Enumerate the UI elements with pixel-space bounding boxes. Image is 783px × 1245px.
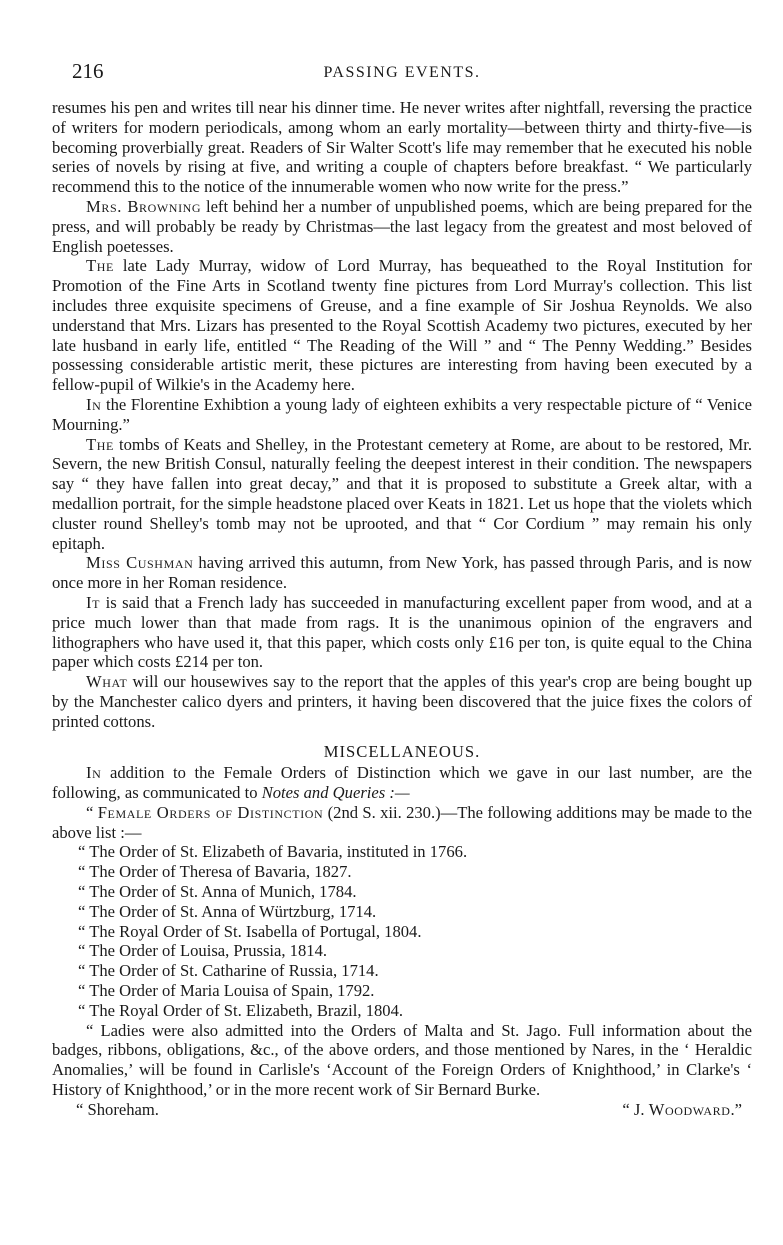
paragraph-text: the Florentine Exhibtion a young lady of eighteen exhibits a very respectable picture of “ Venice Mourning.”	[52, 394, 752, 434]
paragraph-text: late Lady Murray, widow of Lord Murray, has bequeathed to the Royal Institution for Promotion of the Fine Arts in Scotland twenty fine pictures from Lord Murray's collection. This list includes three exquisite specimens of Greuse, and a fine example of Sir Joshua Reynolds. We also understand that Mrs. Lizars has presented to the Royal Scottish Academy two pictures, executed by her late husband in early life, entitled “ The Reading of the Will ” and “ The Penny Wedding.” Besides possessing considerable artistic merit, these pictures are interesting from having been executed by a fellow-pupil of Wilkie's in the Academy here.	[52, 256, 752, 395]
paragraph	[52, 593, 752, 672]
paragraph-text: having arrived this autumn, from New York, has passed through Paris, and is now once more in her Roman residence.	[52, 553, 752, 593]
paragraph-text: is said that a French lady has succeeded in manufacturing excellent paper from wood, and at a price much lower than that made from rags. It is the unanimous opinion of the engravers and lithographers who have used it, that this paper, which costs only £16 per ton, is quite equal to the China paper which costs £214 per ton.	[52, 592, 752, 672]
list-item: “ The Royal Order of St. Elizabeth, Brazil, 1804.	[78, 1000, 404, 1020]
paragraph	[52, 435, 752, 554]
signoff-name	[622, 1100, 742, 1120]
misc-intro	[52, 763, 752, 803]
list-item: “ The Order of St. Anna of Munich, 1784.	[78, 882, 357, 902]
list-item: “ The Order of St. Anna of Würtzburg, 1714.	[78, 901, 377, 921]
journal-title: Notes and Queries :—	[261, 783, 410, 803]
paragraph-lead: Mrs. Browning	[86, 196, 202, 216]
orders-list	[52, 842, 752, 1020]
paragraph	[52, 672, 752, 731]
running-title: PASSING EVENTS.	[323, 64, 481, 81]
paragraph-text: addition to the Female Orders of Distinction which we gave in our last number, are the following, as communicated to	[52, 763, 752, 803]
paragraph	[52, 197, 752, 256]
paragraph	[52, 553, 752, 593]
paragraph	[52, 98, 752, 197]
signoff-place: “ Shoreham.	[76, 1099, 159, 1119]
paragraph-text: left behind her a number of unpublished poems, which are being prepared for the press, and will probably be ready by Christmas—the last legacy from the greatest and most beloved of English poetesses.	[52, 196, 753, 256]
letter-intro	[52, 803, 752, 843]
paragraph-lead: Miss Cushman	[86, 553, 194, 573]
signoff-surname: Woodward	[648, 1099, 731, 1119]
page-header	[52, 58, 752, 84]
list-item: “ The Order of Theresa of Bavaria, 1827.	[78, 862, 352, 882]
list-item: “ The Order of Maria Louisa of Spain, 1792.	[78, 981, 375, 1001]
paragraph-lead: What	[86, 672, 128, 692]
closing-paragraph: “ Ladies were also admitted into the Orders of Malta and St. Jago. Full information about the badges, ribbons, obligations, &c., of the above orders, and those mentioned by Nares, in the ‘ Heraldic Anomalies,’ will be found in Carlisle's ‘Account of the Foreign Orders of Knighthood,’ in Clarke's ‘ History of Knighthood,’ or in the more recent work of Sir Bernard Burke.	[52, 1020, 752, 1100]
page-number: 216	[72, 59, 104, 83]
article-body	[52, 98, 752, 1120]
paragraph-text: resumes his pen and writes till near his dinner time. He never writes after nightfall, reversing the practice of writers for modern periodicals, among whom an early mortality—between thirty and thirty-five—is becoming proverbially great. Readers of Sir Walter Scott's life may remember that he executed his noble series of novels by rising at five, and writing a couple of chapters before breakfast. “ We particularly recommend this to the notice of the innumerable women who now write for the press.”	[52, 98, 752, 197]
list-item: “ The Order of St. Elizabeth of Bavaria, instituted in 1766.	[78, 842, 468, 862]
paragraph	[52, 395, 752, 435]
list-item: “ The Royal Order of St. Isabella of Portugal, 1804.	[78, 921, 422, 941]
paragraph-lead: It	[86, 592, 101, 612]
paragraph-lead: In	[86, 763, 102, 783]
paragraph-lead: The	[86, 256, 114, 276]
paragraph	[52, 256, 752, 395]
list-item: “ The Order of St. Catharine of Russia, 1714.	[78, 961, 379, 981]
list-item: “ The Order of Louisa, Prussia, 1814.	[78, 941, 328, 961]
signoff-initial: “ J.	[622, 1099, 649, 1119]
paragraph-lead: In	[86, 394, 102, 414]
paragraph-lead: The	[86, 434, 114, 454]
open-quote: “	[86, 802, 98, 822]
section-heading: MISCELLANEOUS.	[323, 741, 481, 761]
paragraph-text: will our housewives say to the report that the apples of this year's crop are being bought up by the Manchester calico dyers and printers, it having been discovered that the juice fixes the colors of printed cottons.	[52, 672, 752, 731]
paragraph-text: (2nd S. xii. 230.)—The following additions may be made to the above list :—	[52, 802, 753, 842]
signoff	[52, 1100, 752, 1120]
close-quote: .”	[730, 1099, 742, 1119]
letter-lead: Female Orders of Distinction	[97, 802, 324, 822]
paragraph-text: tombs of Keats and Shelley, in the Protestant cemetery at Rome, are about to be restored, Mr. Severn, the new British Consul, naturally feeling the deepest interest in their condition. The newspapers say “ they have fallen into great decay,” and that it is proposed to substitute a Greek altar, with a medallion portrait, for the simple headstone placed over Keats in 1821. Let us hope that the violets which cluster round Shelley's tomb may not be uprooted, and that “ Cor Cordium ” may remain his only epitaph.	[52, 434, 752, 553]
